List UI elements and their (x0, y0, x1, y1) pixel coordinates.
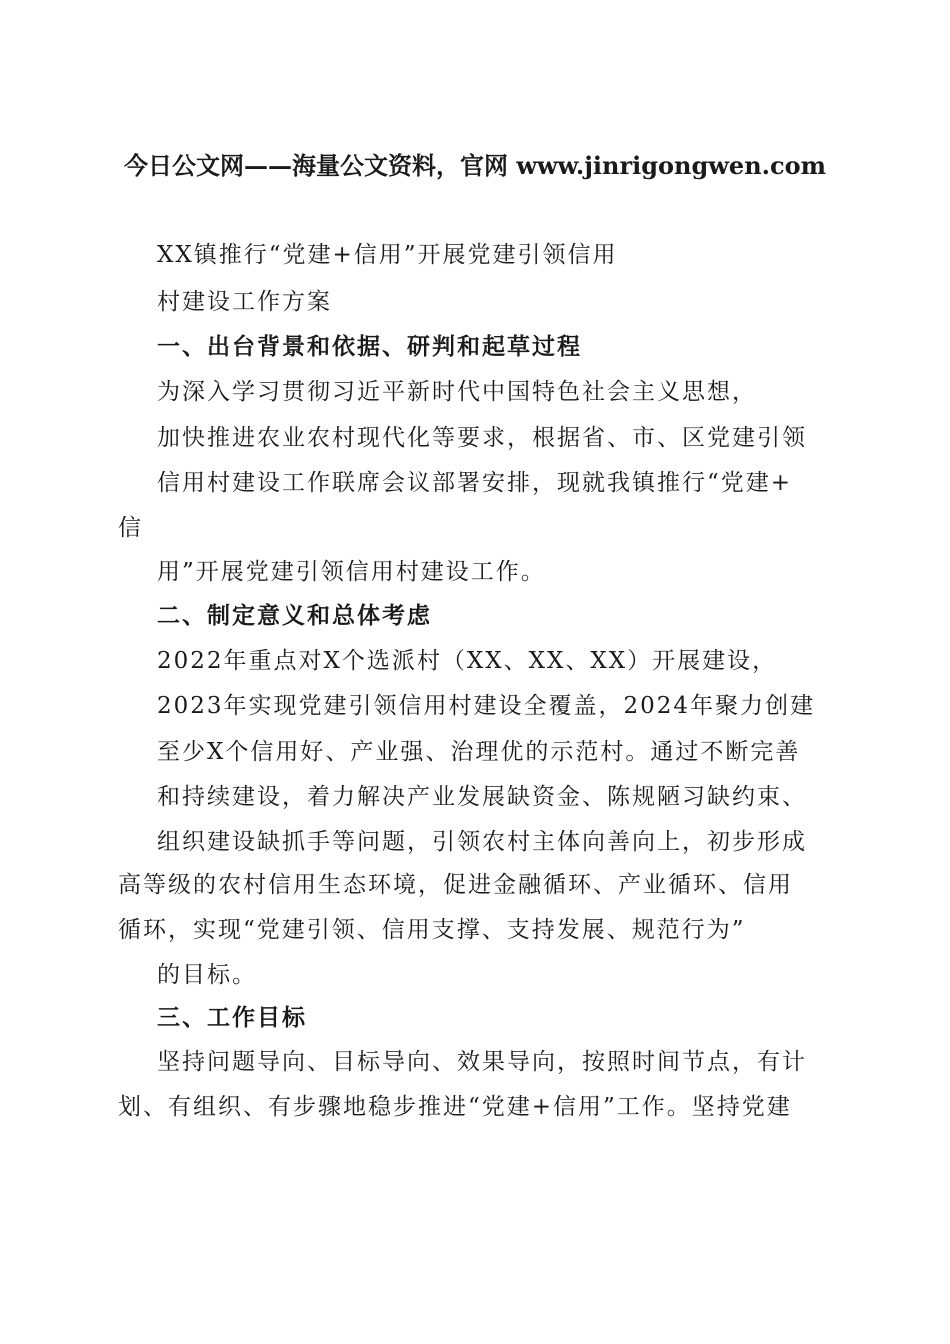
section-2-line-4: 和持续建设，着力解决产业发展缺资金、陈规陋习缺约束、 (157, 784, 807, 810)
section-2-line-8: 的目标。 (157, 962, 257, 988)
doc-title-line-2: 村建设工作方案 (157, 289, 332, 315)
section-1-line-4: 信 (118, 515, 143, 541)
section-1-line-2: 加快推进农业农村现代化等要求，根据省、市、区党建引领 (157, 425, 807, 451)
section-2-heading: 二、制定意义和总体考虑 (157, 603, 432, 629)
section-2-line-5: 组织建设缺抓手等问题，引领农村主体向善向上，初步形成 (157, 829, 807, 855)
section-1-line-1: 为深入学习贯彻习近平新时代中国特色社会主义思想， (157, 379, 757, 405)
section-1-line-3: 信用村建设工作联席会议部署安排，现就我镇推行“党建+ (157, 470, 793, 496)
site-header-text: 今日公文网——海量公文资料，官网 www.jinrigongwen.com (123, 151, 827, 180)
section-2-line-3: 至少X个信用好、产业强、治理优的示范村。通过不断完善 (157, 739, 801, 765)
doc-title-line-1: XX镇推行“党建+信用”开展党建引领信用 (157, 242, 618, 268)
section-2-line-7: 循环，实现“党建引领、信用支撑、支持发展、规范行为” (118, 917, 746, 943)
section-3-heading: 三、工作目标 (157, 1005, 307, 1031)
section-3-line-2: 划、有组织、有步骤地稳步推进“党建+信用”工作。坚持党建 (118, 1094, 792, 1120)
section-1-line-5: 用”开展党建引领信用村建设工作。 (157, 559, 546, 585)
section-2-line-2: 2023年实现党建引领信用村建设全覆盖，2024年聚力创建 (157, 693, 816, 719)
section-1-heading: 一、出台背景和依据、研判和起草过程 (157, 334, 582, 360)
section-2-line-1: 2022年重点对X个选派村（XX、XX、XX）开展建设， (157, 648, 778, 674)
section-2-line-6: 高等级的农村信用生态环境，促进金融循环、产业循环、信用 (118, 872, 793, 898)
section-3-line-1: 坚持问题导向、目标导向、效果导向，按照时间节点，有计 (157, 1049, 807, 1075)
